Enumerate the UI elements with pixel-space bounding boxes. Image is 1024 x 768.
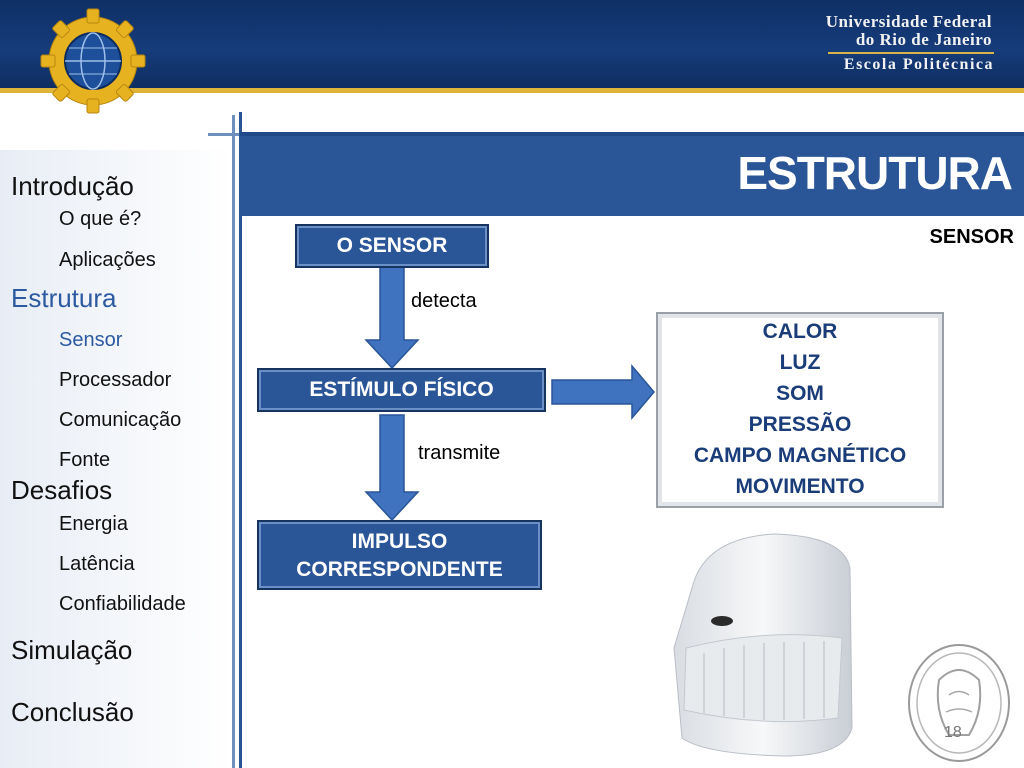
stimulus-som: SOM (776, 382, 824, 405)
nav-item-processador[interactable]: Processador (59, 369, 172, 391)
edge-label-transmite: transmite (418, 442, 501, 464)
nav-item-introducao[interactable]: Introdução (11, 171, 134, 201)
motion-sensor-image (664, 528, 860, 760)
nav-item-energia[interactable]: Energia (59, 513, 128, 535)
nav-item-comunicacao[interactable]: Comunicação (59, 409, 182, 431)
nav-item-latencia[interactable]: Latência (59, 553, 135, 575)
school-name: Escola Politécnica (843, 56, 994, 73)
stimulus-movimento: MOVIMENTO (735, 475, 865, 498)
nav-item-conclusao[interactable]: Conclusão (11, 697, 134, 727)
box-estimulo-fisico: ESTÍMULO FÍSICO (257, 368, 546, 412)
stimulus-luz: LUZ (779, 351, 821, 374)
box-impulso-correspondente (257, 520, 542, 590)
nav-item-desafios[interactable]: Desafios (11, 475, 113, 505)
nav-item-aplicacoes[interactable]: Aplicações (59, 249, 156, 271)
header-divider (0, 88, 1024, 93)
slide-number: 18 (944, 724, 962, 741)
box3-line2: CORRESPONDENTE (296, 558, 503, 581)
stimulus-campo-magnetico: CAMPO MAGNÉTICO (693, 444, 907, 467)
box3-line1: IMPULSO (351, 530, 448, 553)
school-gear-logo (40, 8, 146, 114)
arrow-down-detecta (366, 265, 418, 368)
nav-item-sensor[interactable]: Sensor (59, 329, 123, 351)
university-name-line1: Universidade Federal (825, 12, 992, 31)
university-seal-watermark (904, 640, 1014, 766)
box-o-sensor: O SENSOR (295, 224, 489, 268)
nav-item-estrutura[interactable]: Estrutura (11, 283, 117, 313)
slide-subtitle: SENSOR (929, 226, 1014, 248)
arrow-right-stimuli (552, 366, 654, 418)
nav-item-fonte[interactable]: Fonte (59, 449, 111, 471)
nav-item-simulacao[interactable]: Simulação (11, 635, 133, 665)
slide-title: ESTRUTURA (737, 147, 1012, 199)
arrow-down-transmite (366, 415, 418, 520)
frame-line-vertical (232, 115, 235, 768)
nav-item-o-que-e[interactable]: O que é? (59, 208, 142, 230)
sidebar-background (0, 150, 232, 768)
stimulus-calor: CALOR (762, 320, 838, 343)
edge-label-detecta: detecta (411, 290, 477, 312)
university-divider (828, 52, 994, 54)
university-name-line2: do Rio de Janeiro (855, 30, 992, 49)
stimulus-pressao: PRESSÃO (748, 413, 852, 436)
nav-item-confiabilidade[interactable]: Confiabilidade (59, 593, 186, 615)
